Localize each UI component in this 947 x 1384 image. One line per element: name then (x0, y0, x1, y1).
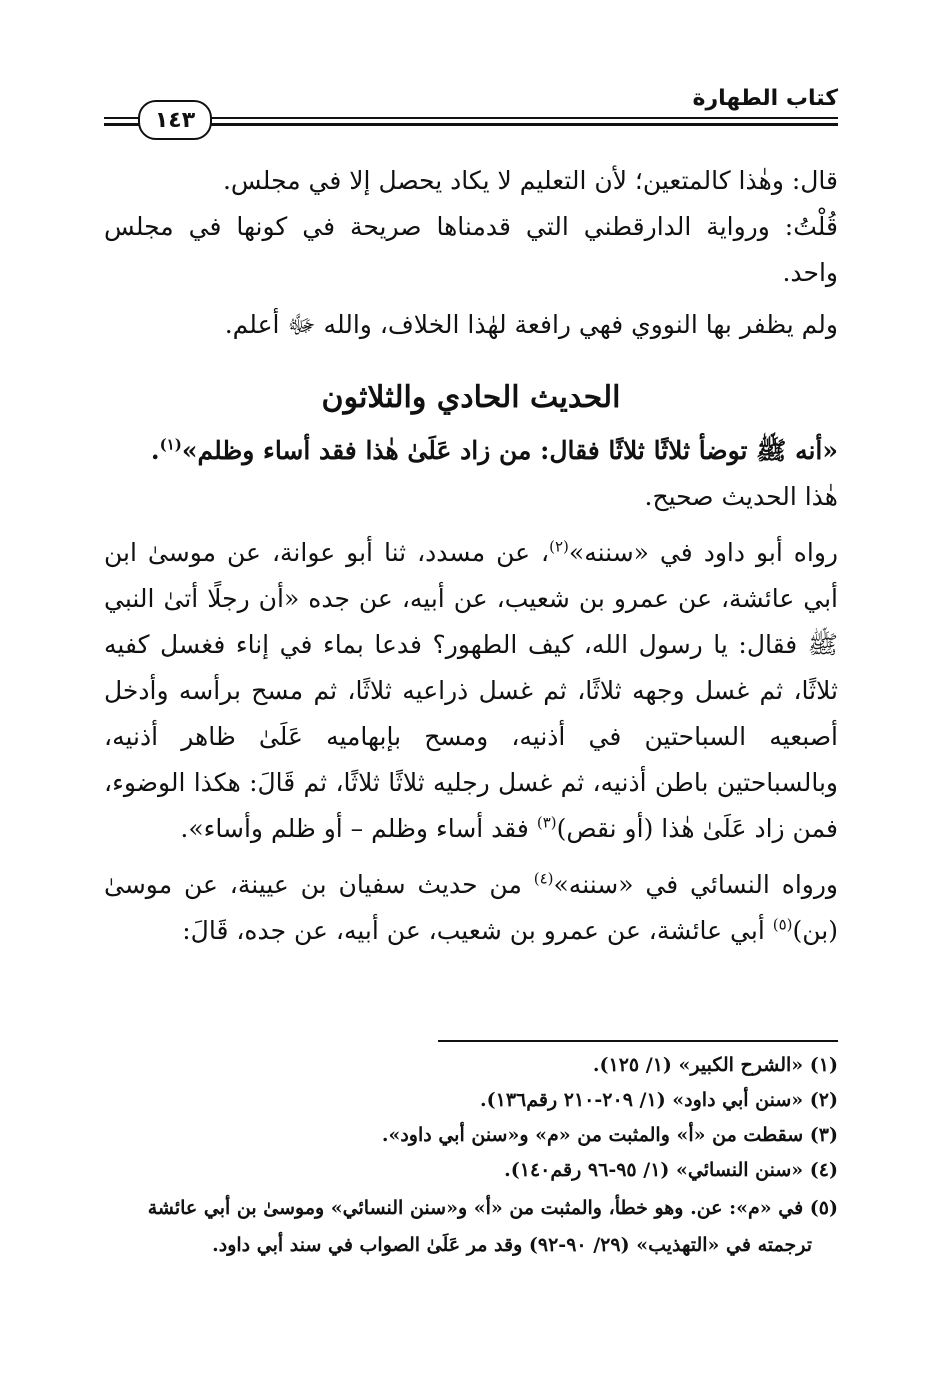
footnote-ref: (٢) (549, 537, 569, 556)
paragraph-text: من حديث سفيان بن عيينة، عن موسىٰ (بن) (104, 870, 838, 945)
qultu-label: قُلْتُ: (784, 212, 838, 241)
paragraph-text: ورواية الدارقطني التي قدمناها صريحة في كونها في مجلس واحد. (104, 212, 838, 287)
header-rule-top (104, 117, 838, 119)
footnote-2: (٢) «سنن أبي داود» (١/ ٢٠٩-٢١٠ رقم١٣٦). (480, 1089, 838, 1111)
footnote-ref: (٥) (772, 915, 793, 934)
paragraph (104, 158, 838, 204)
footnote-5-continuation: ترجمته في «التهذيب» (٢٩/ ٩٠-٩٢) وقد مر عَلَىٰ الصواب في سند أبي داود. (212, 1234, 812, 1256)
footnote-1: (١) «الشرح الكبير» (١/ ١٢٥). (592, 1054, 838, 1076)
page-number (138, 100, 212, 140)
footnote-ref: (٤) (533, 869, 554, 888)
paragraph-text: ولم يظفر بها النووي فهي رافعة لهٰذا الخلاف، والله ﷻ أعلم. (224, 310, 838, 339)
footnote-5: (٥) في «م»: عن. وهو خطأ، والمثبت من «أ» و«سنن النسائي» وموسىٰ بن أبي عائشة (147, 1197, 838, 1219)
header-rule-bottom (104, 123, 838, 126)
paragraph (104, 204, 838, 296)
paragraph (104, 530, 838, 852)
hadith-body: «أنه ﷺ توضأ ثلاثًا ثلاثًا فقال: من زاد عَلَىٰ هٰذا فقد أساء وظلم» (181, 436, 838, 465)
footnote-ref: (٣) (536, 813, 557, 832)
footnote-separator (438, 1040, 838, 1042)
page-number-text: ١٤٣ (154, 107, 196, 133)
paragraph-text: ، عن مسدد، ثنا أبو عوانة، عن موسىٰ ابن أبي عائشة، عن عمرو بن شعيب، عن أبيه، عن جده «أن رجلًا أتىٰ النبي ﷺ فقال: يا رسول الله، كيف الطهور؟ فدعا بماء في إناء فغسل كفيه ثلاثًا، ثم غسل وجهه ثلاثًا، ثم غسل ذراعيه ثلاثًا، ثم مسح برأسه وأدخل أصبعيه السباحتين في أذنيه، ومسح بإبهاميه عَلَىٰ ظاهر أذنيه، وبالسباحتين باطن أذنيه، ثم غسل رجليه ثلاثًا ثلاثًا، ثم قَالَ: هكذا الوضوء، فمن زاد عَلَىٰ هٰذا (أو نقص) (104, 538, 838, 843)
footnote-ref: (١) (159, 435, 182, 454)
hadith-end: . (150, 436, 160, 465)
grade-text: هٰذا الحديث صحيح. (644, 482, 838, 511)
paragraph (104, 302, 838, 348)
footnote-4: (٤) «سنن النسائي» (١/ ٩٥-٩٦ رقم١٤٠). (504, 1159, 838, 1181)
footnote-3: (٣) سقطت من «أ» والمثبت من «م» و«سنن أبي داود». (381, 1124, 838, 1146)
page-header (104, 78, 838, 134)
paragraph-text: ورواه النسائي في «سننه» (553, 870, 838, 899)
paragraph (104, 862, 838, 954)
paragraph-text: قال: وهٰذا كالمتعين؛ لأن التعليم لا يكاد يحصل إلا في مجلس. (222, 166, 838, 195)
main-text (104, 158, 838, 954)
paragraph-text: فقد أساء وظلم – أو ظلم وأساء». (180, 814, 537, 843)
section-title: الحديث الحادي والثلاثون (321, 380, 621, 415)
footnotes (104, 1048, 838, 1262)
paragraph-text: رواه أبو داود في «سننه» (568, 538, 838, 567)
hadith-grade (104, 474, 838, 520)
hadith-text (104, 428, 838, 474)
paragraph-text: أبي عائشة، عن عمرو بن شعيب، عن أبيه، عن جده، قَالَ: (182, 916, 773, 945)
book-title: كتاب الطهارة (692, 86, 838, 111)
